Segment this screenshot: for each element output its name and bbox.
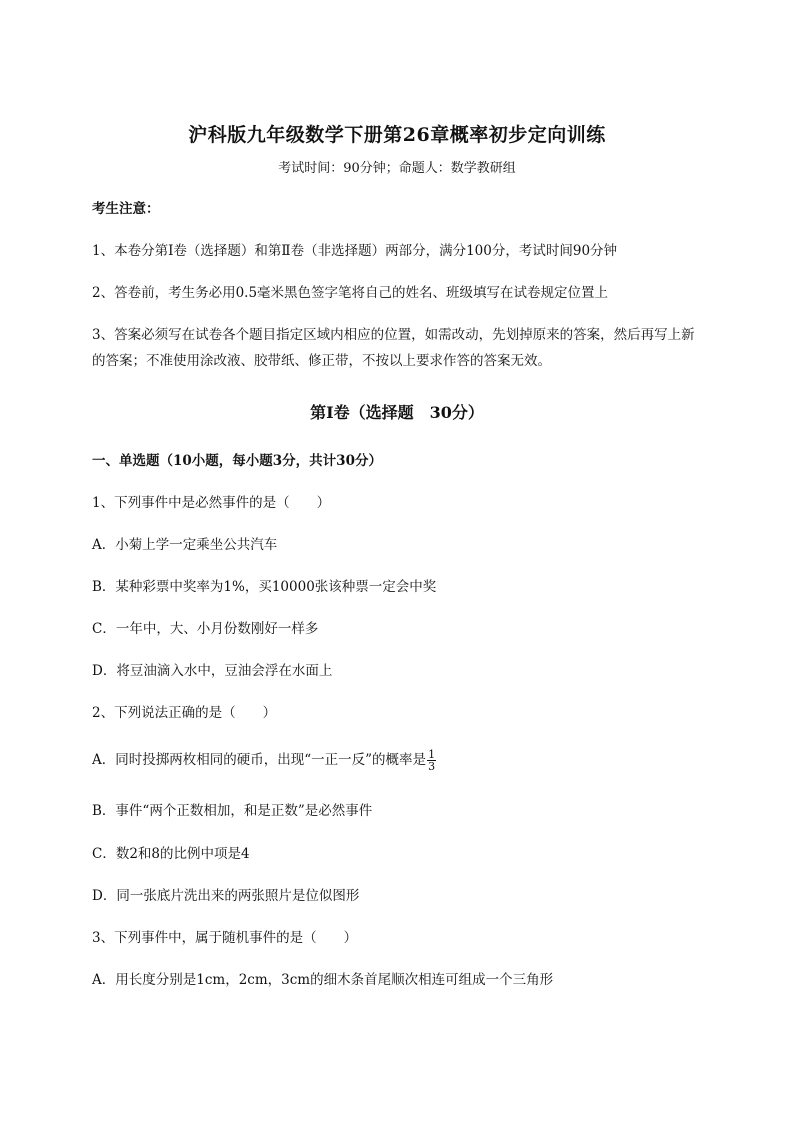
question-3-stem: 3、下列事件中，属于随机事件的是（ ） <box>92 930 358 946</box>
section-heading: 一、单选题（10小题，每小题3分，共计30分） <box>92 453 382 469</box>
question-2-option-d: D．同一张底片洗出来的两张照片是位似图形 <box>92 888 360 904</box>
question-2-option-c: C．数2和8的比例中项是4 <box>92 846 250 862</box>
notice-heading: 考生注意： <box>92 201 160 217</box>
fraction <box>427 749 436 772</box>
question-2-option-a <box>92 749 712 772</box>
question-3-option-a: A．用长度分别是1cm，2cm，3cm的细木条首尾顺次相连可组成一个三角形 <box>92 972 554 988</box>
fraction-numerator: 1 <box>428 748 436 761</box>
fraction-denominator: 3 <box>428 760 436 773</box>
question-1-option-b: B．某种彩票中奖率为1%，买10000张该种票一定会中奖 <box>92 579 437 595</box>
part-1-title: 第I卷（选择题 30分） <box>310 403 484 422</box>
exam-info: 考试时间：90分钟；命题人：数学教研组 <box>278 161 516 176</box>
notice-item-3-line-2: 的答案；不准使用涂改液、胶带纸、修正带，不按以上要求作答的答案无效。 <box>92 353 551 369</box>
question-2-stem: 2、下列说法正确的是（ ） <box>92 705 277 721</box>
notice-item-2: 2、答卷前，考生务必用0.5毫米黑色签字笔将自己的姓名、班级填写在试卷规定位置上 <box>92 285 609 301</box>
notice-item-1: 1、本卷分第I卷（选择题）和第Ⅱ卷（非选择题）两部分，满分100分，考试时间90分钟 <box>92 243 618 259</box>
notice-item-3-line-1: 3、答案必须写在试卷各个题目指定区域内相应的位置，如需改动，先划掉原来的答案，然后再写上新 <box>92 327 695 343</box>
page-title: 沪科版九年级数学下册第26章概率初步定向训练 <box>188 124 606 146</box>
question-1-option-c: C．一年中，大、小月份数刚好一样多 <box>92 621 319 637</box>
question-1-option-d: D．将豆油滴入水中，豆油会浮在水面上 <box>92 663 333 679</box>
question-2-option-b: B．事件“两个正数相加，和是正数”是必然事件 <box>92 803 373 819</box>
question-1-stem: 1、下列事件中是必然事件的是（ ） <box>92 495 331 511</box>
question-1-option-a: A．小菊上学一定乘坐公共汽车 <box>92 537 278 553</box>
question-2-option-a-text: A．同时投掷两枚相同的硬币，出现“一正一反”的概率是 <box>92 752 427 768</box>
